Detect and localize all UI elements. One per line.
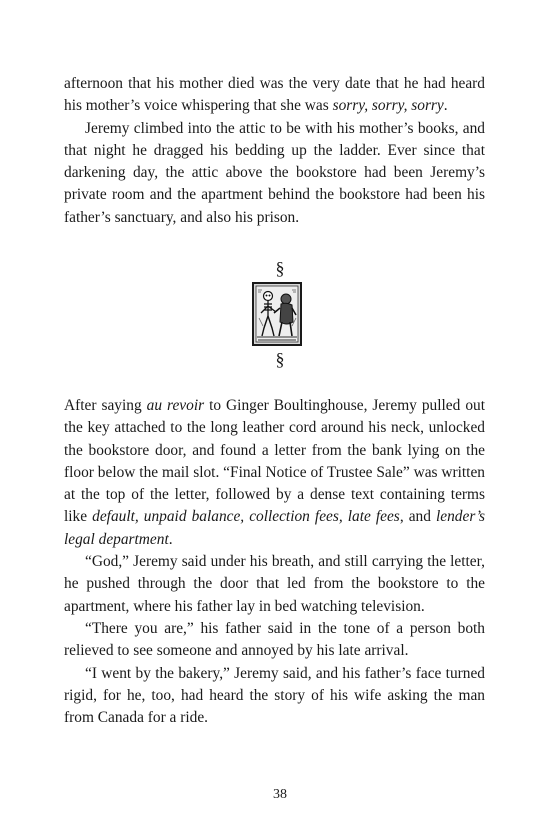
paragraph — [64, 551, 485, 618]
body-text: “I went by the bakery,” Jeremy said, and his father’s face turned rigid, for he, too, had heard the story of his wife asking the man from Canada for a ride. — [64, 664, 485, 727]
italic-text: lender’s legal department — [64, 508, 486, 548]
page-number: 38 — [273, 787, 287, 802]
section-mark-bottom: § — [275, 349, 285, 369]
body-text: afternoon that his mother died was the very date that he had heard his mother’s voice whispering that she was — [64, 75, 485, 115]
body-text: to Ginger Boultinghouse, Jeremy pulled out the key attached to the long leather cord around his neck, unlocked the bookstore door, and found a letter from the bank lying on the floor below the mail slot. “Final Notice of Trustee Sale” was written at the top of the letter, followed by a dense text containing terms like — [64, 397, 485, 526]
italic-text: sorry, sorry, sorry — [332, 97, 444, 115]
italic-text: default, unpaid balance, collection fees, late fees — [92, 508, 400, 526]
text-block-top — [64, 73, 485, 229]
body-text: After saying — [64, 397, 147, 414]
body-text: Jeremy climbed into the attic to be with his mother’s books, and that night he dragged his bedding up the ladder. Ever since that darkening day, the attic above the bookstore had been Jeremy’s private room and the apartment behind the bookstore had been his father’s sanctuary, and also his prison. — [64, 119, 485, 226]
paragraph — [64, 663, 485, 730]
paragraph — [64, 118, 485, 229]
body-text: “God,” Jeremy said under his breath, and still carrying the letter, he pushed through the door that led from the bookstore to the apartment, where his father lay in bed watching television. — [64, 553, 485, 615]
italic-text: au revoir — [146, 397, 205, 414]
woodcut-illustration-icon — [252, 282, 302, 346]
body-text: . — [168, 530, 173, 548]
body-text: . — [443, 97, 448, 115]
body-text: , and — [399, 508, 436, 526]
paragraph — [64, 395, 485, 551]
section-mark-top: § — [275, 258, 285, 278]
paragraph — [64, 618, 485, 663]
text-block-bottom — [64, 395, 485, 729]
body-text: “There you are,” his father said in the tone of a person both relieved to see someone and annoyed by his late arrival. — [64, 619, 485, 660]
paragraph — [64, 73, 485, 118]
